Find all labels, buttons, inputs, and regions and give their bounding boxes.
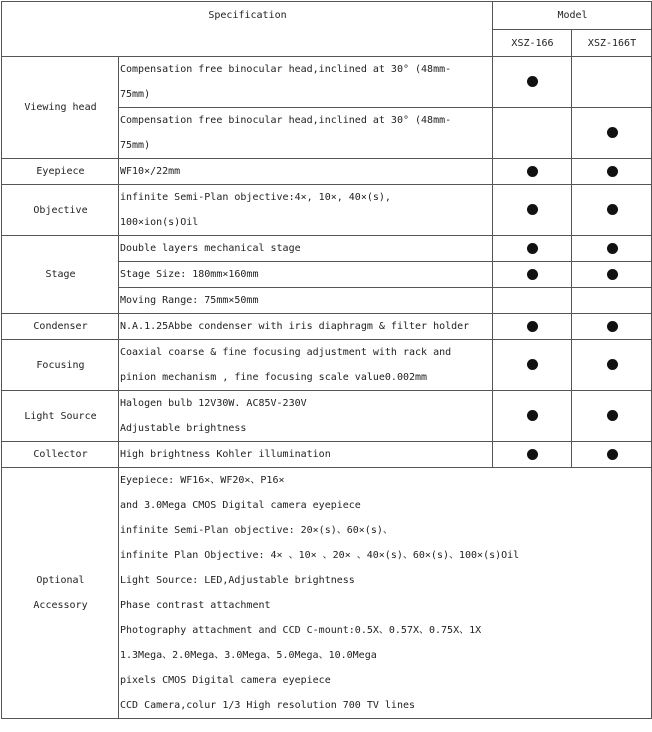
spec-table bbox=[1, 1, 652, 719]
model-xsz-166t: XSZ-166T bbox=[572, 30, 652, 57]
spec-text-line: pixels CMOS Digital camera eyepiece bbox=[120, 675, 331, 686]
category-cell bbox=[2, 57, 119, 159]
spec-row bbox=[2, 468, 652, 719]
category-cell bbox=[2, 159, 119, 185]
spec-text-line: Eyepiece: WF16×、WF20×、P16× bbox=[120, 475, 285, 486]
model-xsz-166: XSZ-166 bbox=[493, 30, 572, 57]
spec-text-line: Halogen bulb 12V30W. AC85V-230V bbox=[120, 398, 307, 409]
availability-cell-xsz-166 bbox=[493, 340, 572, 391]
category-cell bbox=[2, 185, 119, 236]
category-cell bbox=[2, 314, 119, 340]
spec-description bbox=[119, 468, 652, 719]
spec-description bbox=[119, 262, 493, 288]
category-label: Eyepiece bbox=[36, 166, 85, 177]
spec-text-line: pinion mechanism , fine focusing scale value0.002mm bbox=[120, 372, 428, 383]
spec-text-line: WF10×/22mm bbox=[120, 166, 181, 177]
spec-description bbox=[119, 288, 493, 314]
category-label: Condenser bbox=[33, 321, 88, 332]
spec-row bbox=[2, 442, 652, 468]
availability-cell-xsz-166 bbox=[493, 391, 572, 442]
spec-text-line: Compensation free binocular head,inclined at 30° (48mm- bbox=[120, 115, 452, 126]
spec-text-line: Light Source: LED,Adjustable brightness bbox=[120, 575, 355, 586]
filled-circle-icon bbox=[527, 243, 538, 254]
filled-circle-icon bbox=[527, 449, 538, 460]
availability-cell-xsz-166 bbox=[493, 159, 572, 185]
specification-header: Specification bbox=[2, 2, 493, 57]
category-cell bbox=[2, 340, 119, 391]
filled-circle-icon bbox=[607, 269, 618, 280]
availability-cell-xsz-166t bbox=[572, 236, 652, 262]
spec-description bbox=[119, 314, 493, 340]
availability-cell-xsz-166t bbox=[572, 185, 652, 236]
category-label: Optional bbox=[36, 575, 85, 586]
filled-circle-icon bbox=[607, 127, 618, 138]
category-label: Stage bbox=[45, 269, 76, 280]
availability-cell-xsz-166 bbox=[493, 185, 572, 236]
category-cell bbox=[2, 468, 119, 719]
spec-text-line: CCD Camera,colur 1/3 High resolution 700 TV lines bbox=[120, 700, 416, 711]
category-label: Light Source bbox=[24, 410, 97, 422]
filled-circle-icon bbox=[607, 410, 618, 421]
category-label: Viewing head bbox=[24, 102, 97, 113]
availability-cell-xsz-166t bbox=[572, 391, 652, 442]
category-label: Accessory bbox=[33, 600, 88, 611]
spec-text-line: Compensation free binocular head,inclined at 30° (48mm- bbox=[120, 64, 452, 75]
spec-row bbox=[2, 57, 652, 108]
category-cell bbox=[2, 236, 119, 314]
spec-row bbox=[2, 236, 652, 262]
spec-text-line: 1.3Mega、2.0Mega、3.0Mega、5.0Mega、10.0Mega bbox=[120, 650, 377, 661]
filled-circle-icon bbox=[607, 243, 618, 254]
spec-description bbox=[119, 236, 493, 262]
availability-cell-xsz-166t bbox=[572, 314, 652, 340]
availability-cell-xsz-166t bbox=[572, 159, 652, 185]
spec-row bbox=[2, 185, 652, 236]
header-row bbox=[2, 2, 652, 30]
spec-text-line: infinite Semi-Plan objective: 20×(s)、60×(s)、 bbox=[120, 525, 393, 536]
category-cell bbox=[2, 442, 119, 468]
availability-cell-xsz-166 bbox=[493, 442, 572, 468]
availability-cell-xsz-166t bbox=[572, 442, 652, 468]
availability-cell-xsz-166 bbox=[493, 236, 572, 262]
availability-cell-xsz-166 bbox=[493, 288, 572, 314]
spec-description bbox=[119, 391, 493, 442]
spec-text-line: High brightness Kohler illumination bbox=[120, 449, 331, 460]
spec-text-line: N.A.1.25Abbe condenser with iris diaphragm & filter holder bbox=[120, 321, 470, 332]
spec-table-container bbox=[1, 1, 652, 719]
category-label: Collector bbox=[33, 449, 88, 460]
spec-text-line: Phase contrast attachment bbox=[120, 600, 271, 611]
spec-text-line: 75mm) bbox=[120, 89, 151, 100]
spec-text-line: Coaxial coarse & fine focusing adjustment with rack and bbox=[120, 347, 452, 358]
filled-circle-icon bbox=[607, 449, 618, 460]
filled-circle-icon bbox=[607, 359, 618, 370]
spec-description bbox=[119, 442, 493, 468]
filled-circle-icon bbox=[527, 76, 538, 87]
filled-circle-icon bbox=[607, 321, 618, 332]
model-header: Model bbox=[493, 2, 652, 30]
filled-circle-icon bbox=[527, 321, 538, 332]
filled-circle-icon bbox=[527, 204, 538, 215]
category-cell bbox=[2, 391, 119, 442]
category-label: Focusing bbox=[36, 359, 85, 371]
availability-cell-xsz-166 bbox=[493, 314, 572, 340]
availability-cell-xsz-166 bbox=[493, 262, 572, 288]
spec-text-line: and 3.0Mega CMOS Digital camera eyepiece bbox=[120, 500, 361, 511]
spec-text-line: Adjustable brightness bbox=[120, 423, 247, 434]
filled-circle-icon bbox=[607, 204, 618, 215]
availability-cell-xsz-166t bbox=[572, 288, 652, 314]
spec-description bbox=[119, 57, 493, 108]
spec-text-line: Photography attachment and CCD C-mount:0.5X、0.57X、0.75X、1X bbox=[120, 625, 482, 636]
spec-text-line: infinite Plan Objective: 4× 、10× 、20× 、40×(s)、60×(s)、100×(s)Oil bbox=[120, 550, 520, 561]
availability-cell-xsz-166t bbox=[572, 57, 652, 108]
spec-text-line: 75mm) bbox=[120, 140, 151, 151]
spec-text-line: Stage Size: 180mm×160mm bbox=[120, 269, 259, 280]
spec-text-line: 100×ion(s)Oil bbox=[120, 217, 199, 228]
spec-row bbox=[2, 340, 652, 391]
spec-description bbox=[119, 108, 493, 159]
filled-circle-icon bbox=[527, 166, 538, 177]
spec-text-line: Moving Range: 75mm×50mm bbox=[120, 295, 259, 306]
spec-text-line: Double layers mechanical stage bbox=[120, 243, 301, 254]
availability-cell-xsz-166t bbox=[572, 340, 652, 391]
filled-circle-icon bbox=[527, 269, 538, 280]
spec-description bbox=[119, 159, 493, 185]
spec-row bbox=[2, 391, 652, 442]
spec-text-line: infinite Semi-Plan objective:4×, 10×, 40×(s), bbox=[120, 192, 391, 203]
spec-description bbox=[119, 185, 493, 236]
availability-cell-xsz-166 bbox=[493, 57, 572, 108]
filled-circle-icon bbox=[527, 359, 538, 370]
spec-row bbox=[2, 159, 652, 185]
availability-cell-xsz-166t bbox=[572, 262, 652, 288]
availability-cell-xsz-166t bbox=[572, 108, 652, 159]
filled-circle-icon bbox=[607, 166, 618, 177]
spec-description bbox=[119, 340, 493, 391]
filled-circle-icon bbox=[527, 410, 538, 421]
category-label: Objective bbox=[33, 204, 88, 216]
availability-cell-xsz-166 bbox=[493, 108, 572, 159]
spec-table-body bbox=[2, 2, 652, 719]
spec-row bbox=[2, 314, 652, 340]
